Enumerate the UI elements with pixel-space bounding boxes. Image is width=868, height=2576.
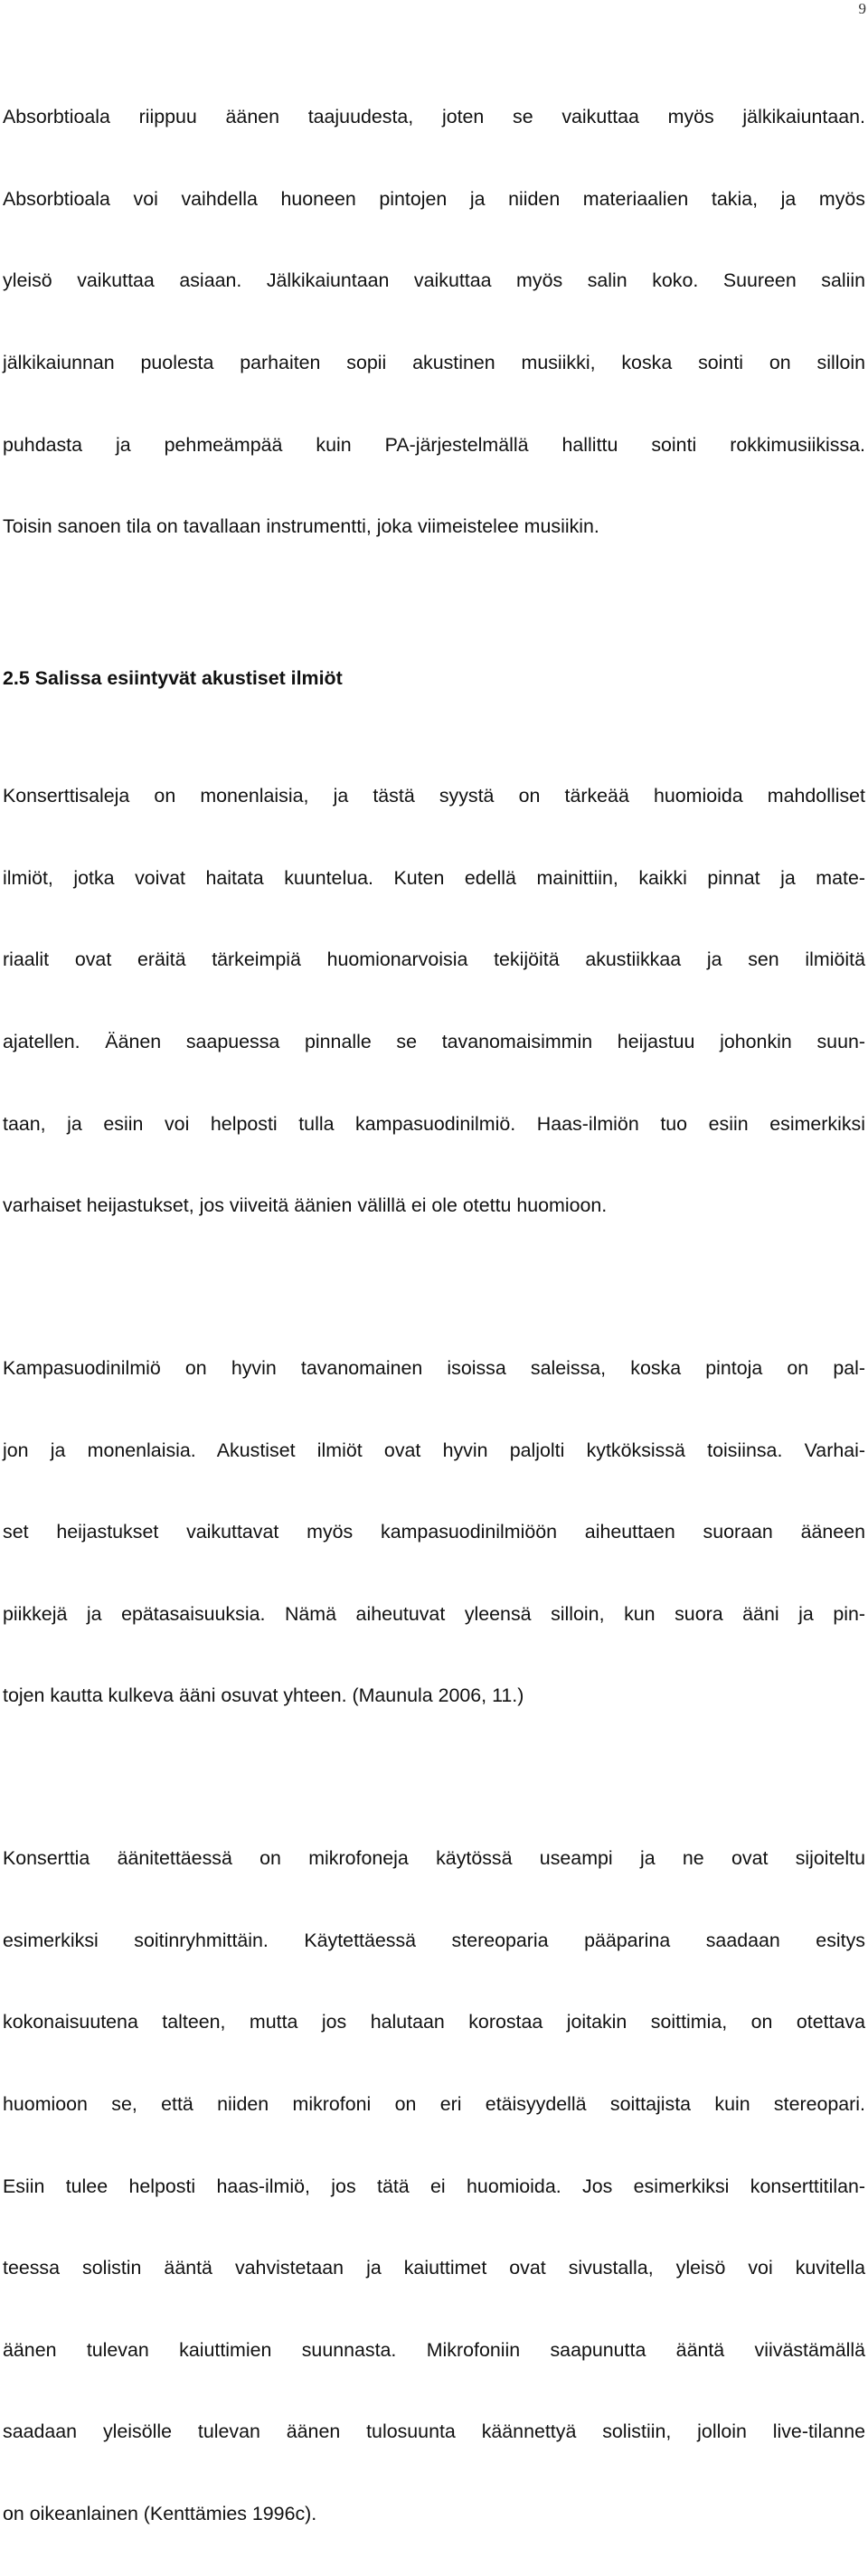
text-line: äänen tulevan kaiuttimien suunnasta. Mikrofoniin saapunutta ääntä viivästämällä (3, 2338, 865, 2361)
paragraph-comb-filter (3, 1307, 865, 1758)
paragraph-absorption (3, 56, 865, 589)
text-line: piikkejä ja epätasaisuuksia. Nämä aiheutuvat yleensä silloin, kun suora ääni ja pin- (3, 1602, 865, 1625)
text-line: kokonaisuutena talteen, mutta jos halutaan korostaa joitakin soittimia, on otettava (3, 2011, 865, 2033)
text-line: Absorbtioala voi vaihdella huoneen pintojen ja niiden materiaalien takia, ja myös (3, 187, 865, 210)
text-line: Konserttisaleja on monenlaisia, ja tästä syystä on tärkeää huomioida mahdolliset (3, 785, 865, 807)
text-line: on oikeanlainen (Kenttämies 1996c). (3, 2503, 317, 2525)
text-line: riaalit ovat eräitä tärkeimpiä huomionarvoisia tekijöitä akustiikkaa ja sen ilmiöitä (3, 948, 865, 971)
text-line: yleisö vaikuttaa asiaan. Jälkikaiuntaan vaikuttaa myös salin koko. Suureen saliin (3, 269, 865, 292)
text-line: puhdasta ja pehmeämpää kuin PA-järjestelmällä hallittu sointi rokkimusiikissa. (3, 433, 865, 456)
text-line: Esiin tulee helposti haas-ilmiö, jos tätä ei huomioida. Jos esimerkiksi konserttitilan- (3, 2175, 865, 2197)
text-line: taan, ja esiin voi helposti tulla kampasuodinilmiö. Haas-ilmiön tuo esiin esimerkiksi (3, 1112, 865, 1135)
text-line: Toisin sanoen tila on tavallaan instrumentti, joka viimeistelee musiikin. (3, 515, 599, 538)
text-line: set heijastukset vaikuttavat myös kampasuodinilmiöön aiheuttaen suoraan ääneen (3, 1521, 865, 1543)
text-line: ajatellen. Äänen saapuessa pinnalle se tavanomaisimmin heijastuu johonkin suun- (3, 1030, 865, 1052)
text-line: jälkikaiunnan puolesta parhaiten sopii akustinen musiikki, koska sointi on silloin (3, 352, 865, 374)
text-line: Kampasuodinilmiö on hyvin tavanomainen isoissa saleissa, koska pintoja on pal- (3, 1357, 865, 1380)
paragraph-recording (3, 1798, 865, 2576)
section-heading: 2.5 Salissa esiintyvät akustiset ilmiöt (3, 666, 343, 689)
page-number: 9 (858, 0, 866, 17)
text-line: ilmiöt, jotka voivat haitata kuuntelua. Kuten edellä mainittiin, kaikki pinnat ja mate- (3, 866, 865, 889)
text-line: Konserttia äänitettäessä on mikrofoneja käytössä useampi ja ne ovat sijoiteltu (3, 1847, 865, 1870)
text-line: tojen kautta kulkeva ääni osuvat yhteen. (Maunula 2006, 11.) (3, 1684, 524, 1707)
text-line: jon ja monenlaisia. Akustiset ilmiöt ovat hyvin paljolti kytköksissä toisiinsa. Varhai- (3, 1439, 865, 1461)
text-line: teessa solistin ääntä vahvistetaan ja kaiuttimet ovat sivustalla, yleisö voi kuvitella (3, 2257, 865, 2279)
text-line: varhaiset heijastukset, jos viiveitä äänien välillä ei ole otettu huomioon. (3, 1194, 608, 1217)
document-body (3, 56, 865, 2576)
text-line: Absorbtioala riippuu äänen taajuudesta, joten se vaikuttaa myös jälkikaiuntaan. (3, 106, 865, 128)
text-line: huomioon se, että niiden mikrofoni on eri etäisyydellä soittajista kuin stereopari. (3, 2093, 865, 2116)
text-line: saadaan yleisölle tulevan äänen tulosuunta käännettyä solistiin, jolloin live-tilanne (3, 2420, 865, 2443)
paragraph-concert-halls (3, 735, 865, 1268)
text-line: esimerkiksi soitinryhmittäin. Käytettäessä stereoparia pääparina saadaan esitys (3, 1929, 865, 1951)
